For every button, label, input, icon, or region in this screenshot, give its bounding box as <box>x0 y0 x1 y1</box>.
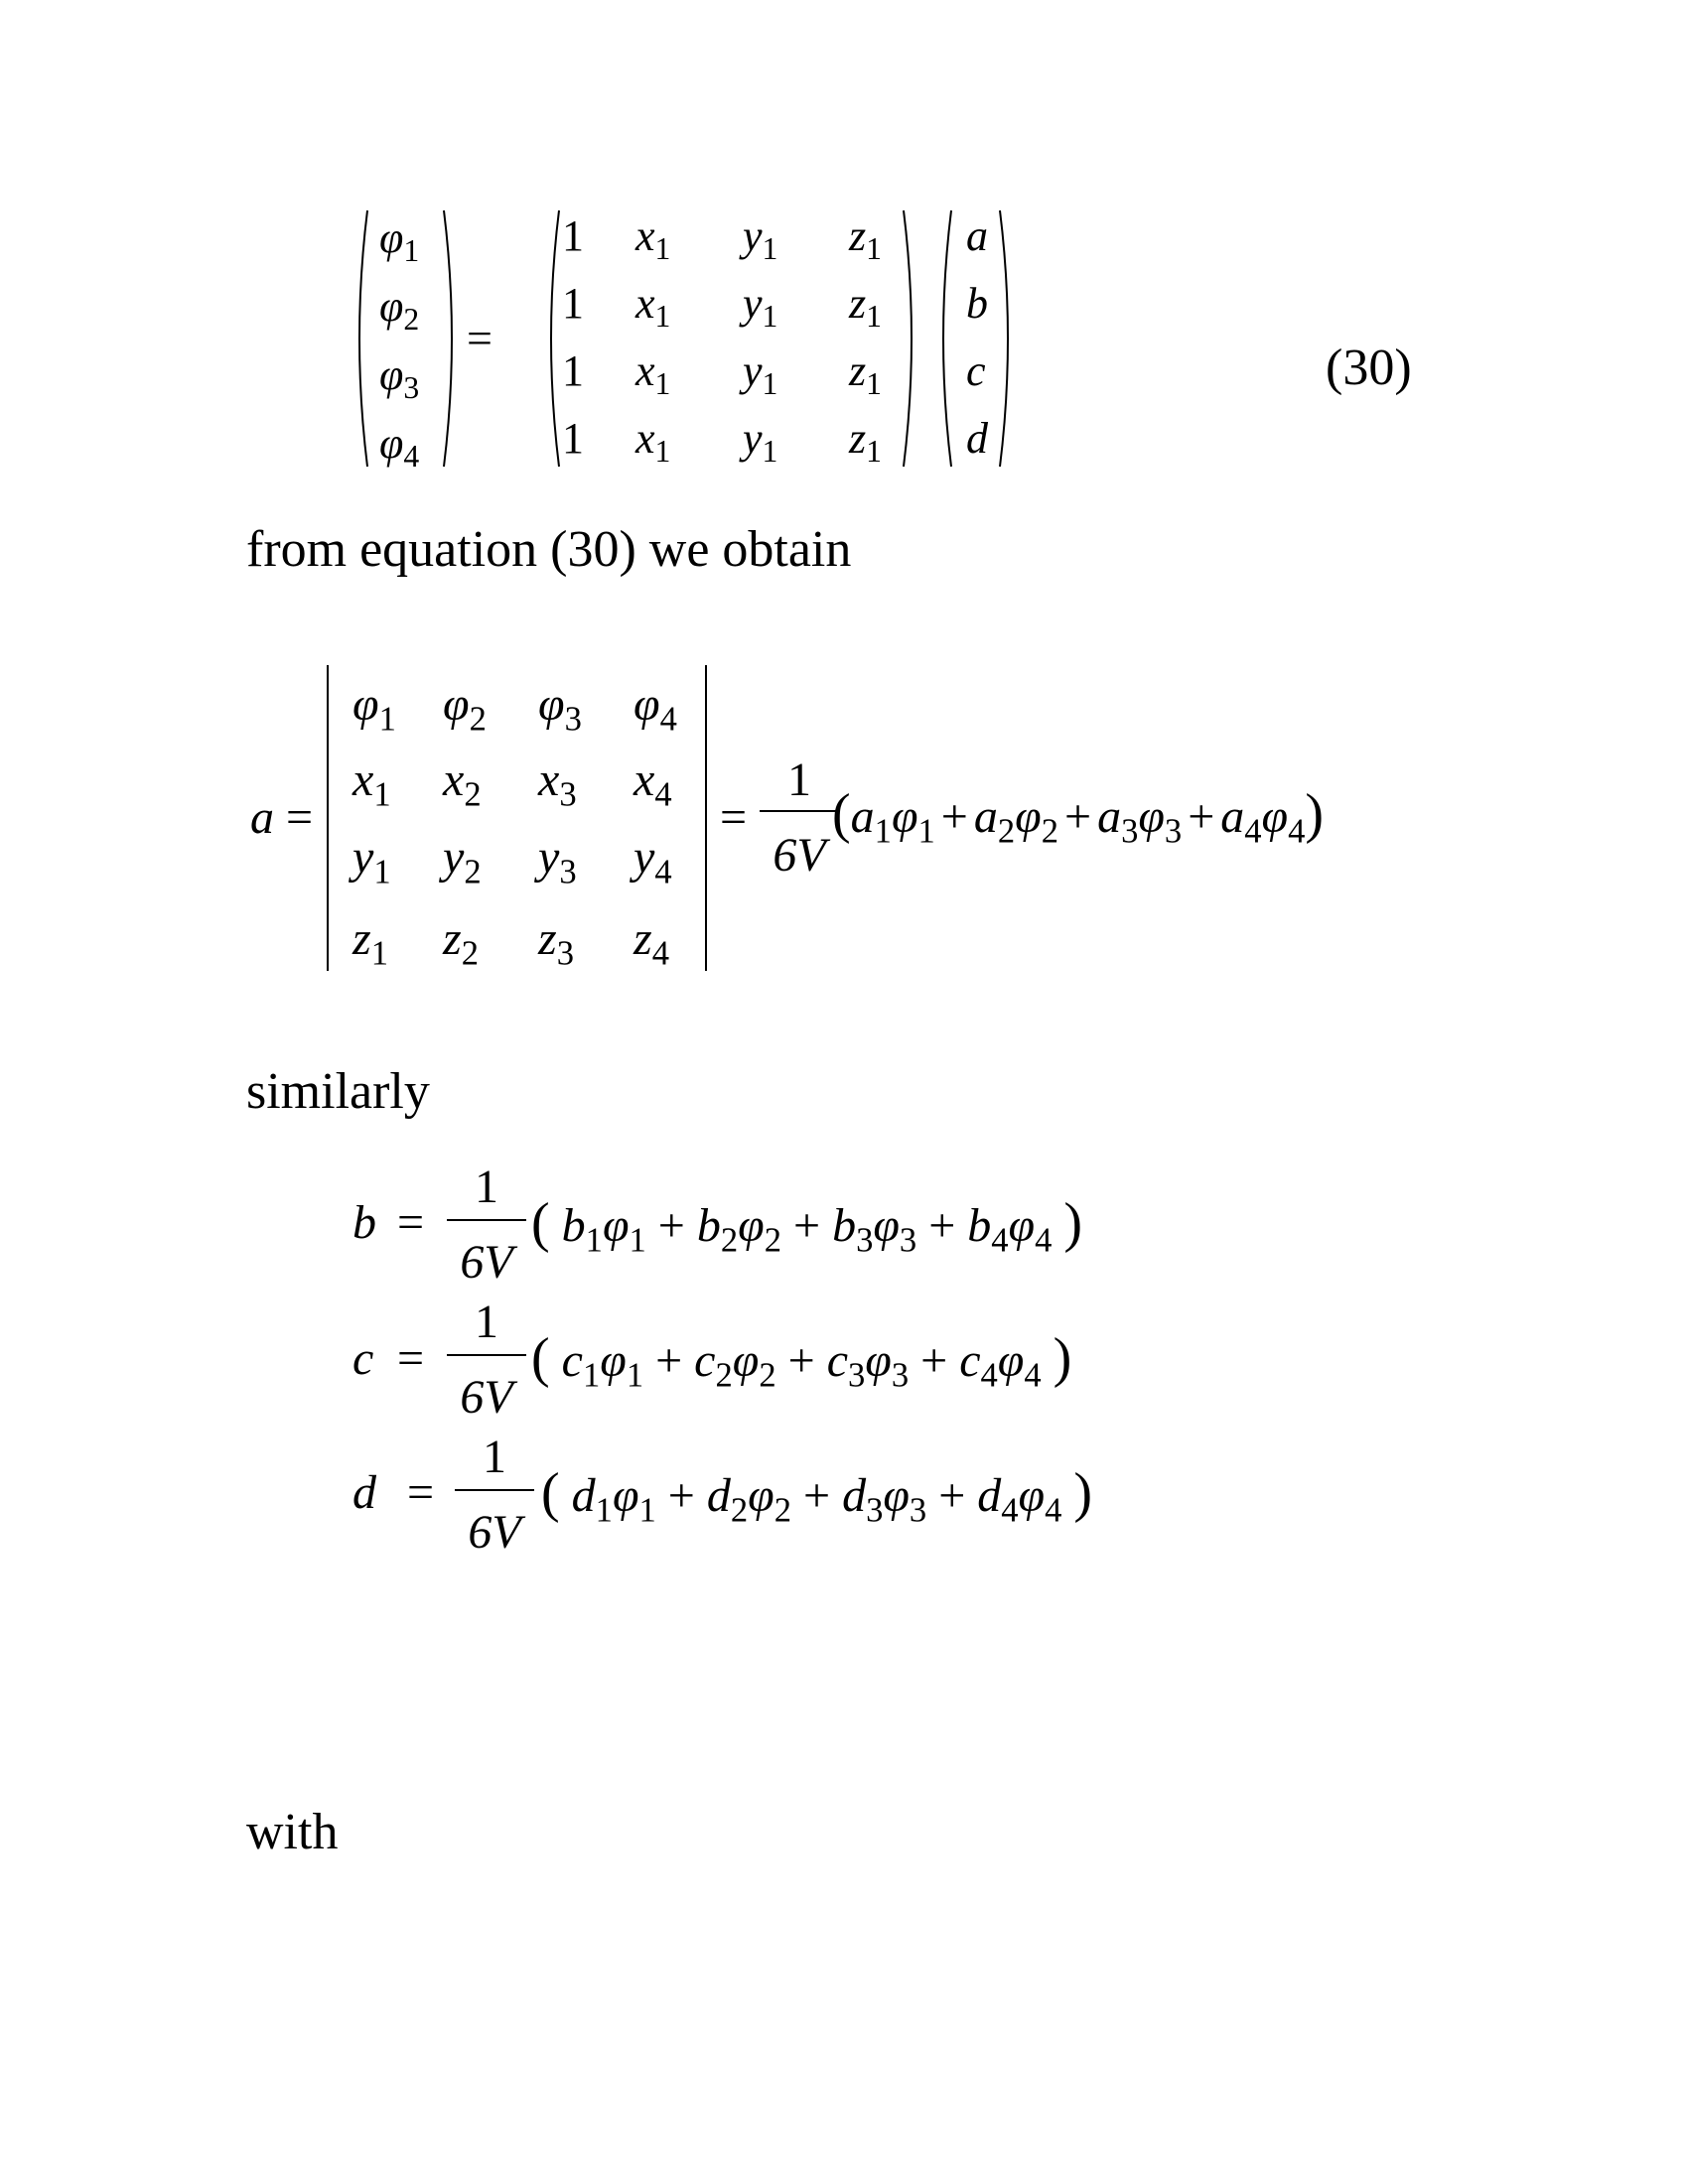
matrix-r3-c1: 1 <box>562 346 584 395</box>
matrix-r2-c1: 1 <box>562 279 584 328</box>
det-r2-c1: $x_1$ <box>352 753 391 814</box>
text-with: with <box>246 1804 339 1860</box>
a-term-1: $a_1\varphi_1$ <box>850 790 935 851</box>
b-lhs: b <box>352 1196 376 1249</box>
a-equals-2: = <box>720 791 748 844</box>
lhs-vector-paren-left <box>350 208 369 469</box>
det-r1-c4: $\varphi_4$ <box>633 678 677 739</box>
matrix-r3-c4: $z_1$ <box>849 346 882 401</box>
det-r1-c2: $\varphi_2$ <box>443 678 487 739</box>
d-fraction-numerator: 1 <box>483 1431 506 1483</box>
plus-sign: + <box>938 1469 966 1522</box>
d-equals: = <box>407 1466 435 1519</box>
vector-entry-b: b <box>966 279 988 328</box>
a-sum <box>832 783 1325 851</box>
a-lhs: a <box>250 791 274 844</box>
a-fraction-denominator: 6V <box>773 829 826 882</box>
matrix-r3-c2: $x_1$ <box>635 346 671 401</box>
c-paren-close: ) <box>1053 1327 1072 1389</box>
b-term-1: $b_1\varphi_1$ <box>561 1199 646 1260</box>
a-equals-1: = <box>286 791 314 844</box>
c-lhs: c <box>352 1332 374 1385</box>
a-fraction-numerator: 1 <box>787 753 811 806</box>
plus-sign: + <box>655 1334 683 1387</box>
vector-entry-c: c <box>966 346 986 395</box>
det-r1-c3: $\varphi_3$ <box>538 678 582 739</box>
det-r4-c4: $z_4$ <box>633 912 669 973</box>
d-sum <box>541 1462 1093 1530</box>
c-term-2: $c_2\varphi_2$ <box>694 1334 776 1395</box>
d-term-2: $d_2\varphi_2$ <box>706 1469 791 1530</box>
text-similarly: similarly <box>246 1063 430 1120</box>
c-term-4: $c_4\varphi_4$ <box>959 1334 1042 1395</box>
plus-sign: + <box>1063 790 1092 843</box>
b-fraction-numerator: 1 <box>475 1160 498 1213</box>
d-paren-close: ) <box>1073 1462 1093 1524</box>
lhs-entry-2: $\varphi_2$ <box>379 282 420 337</box>
vector-paren-right <box>998 208 1018 469</box>
plus-sign: + <box>792 1199 821 1252</box>
det-r1-c1: $\varphi_1$ <box>352 678 396 739</box>
a-term-4: $a_4\varphi_4$ <box>1220 790 1306 851</box>
matrix-paren-left <box>541 208 561 469</box>
lhs-entry-1: $\varphi_1$ <box>379 213 420 268</box>
plus-sign: + <box>928 1199 956 1252</box>
a-sum-paren-close: ) <box>1305 783 1325 845</box>
det-r3-c1: $y_1$ <box>352 831 391 891</box>
c-term-3: $c_3\varphi_3$ <box>826 1334 910 1395</box>
matrix-r4-c1: 1 <box>562 414 584 463</box>
b-equals: = <box>397 1196 425 1249</box>
det-r2-c4: $x_4$ <box>633 753 672 814</box>
matrix-r2-c3: $y_1$ <box>743 279 778 334</box>
matrix-r4-c4: $z_1$ <box>849 414 882 469</box>
determinant-bar-right <box>705 665 707 971</box>
b-sum <box>531 1192 1083 1260</box>
b-fraction-bar <box>447 1219 526 1221</box>
plus-sign: + <box>920 1334 948 1387</box>
lhs-entry-3: $\varphi_3$ <box>379 350 420 405</box>
c-equals: = <box>397 1332 425 1385</box>
det-r2-c3: $x_3$ <box>538 753 577 814</box>
matrix-r2-c4: $z_1$ <box>849 279 882 334</box>
d-lhs: d <box>352 1466 376 1519</box>
a-sum-paren-open: ( <box>832 783 851 845</box>
plus-sign: + <box>667 1469 695 1522</box>
c-fraction-denominator: 6V <box>460 1371 513 1424</box>
matrix-r1-c2: $x_1$ <box>635 211 671 266</box>
c-fraction-numerator: 1 <box>475 1296 498 1348</box>
plus-sign: + <box>802 1469 831 1522</box>
b-term-2: $b_2\varphi_2$ <box>696 1199 781 1260</box>
a-term-2: $a_2\varphi_2$ <box>973 790 1058 851</box>
vector-paren-left <box>933 208 953 469</box>
equals-sign: = <box>467 313 492 363</box>
det-r4-c2: $z_2$ <box>443 912 479 973</box>
c-fraction-bar <box>447 1354 526 1356</box>
det-r4-c3: $z_3$ <box>538 912 574 973</box>
det-r3-c3: $y_3$ <box>538 831 577 891</box>
plus-sign: + <box>787 1334 815 1387</box>
matrix-paren-right <box>902 208 921 469</box>
d-term-1: $d_1\varphi_1$ <box>571 1469 656 1530</box>
d-term-3: $d_3\varphi_3$ <box>842 1469 927 1530</box>
d-paren-open: ( <box>541 1462 560 1524</box>
vector-entry-a: a <box>966 211 988 260</box>
matrix-r4-c2: $x_1$ <box>635 414 671 469</box>
b-paren-open: ( <box>531 1192 550 1254</box>
matrix-r3-c3: $y_1$ <box>743 346 778 401</box>
plus-sign: + <box>1188 790 1215 843</box>
c-sum <box>531 1327 1072 1395</box>
b-term-3: $b_3\varphi_3$ <box>832 1199 917 1260</box>
b-term-4: $b_4\varphi_4$ <box>967 1199 1053 1260</box>
d-term-4: $d_4\varphi_4$ <box>977 1469 1062 1530</box>
a-fraction-bar <box>760 810 839 812</box>
lhs-vector-paren-right <box>442 208 462 469</box>
determinant-bar-left <box>327 665 329 971</box>
d-fraction-bar <box>455 1489 534 1491</box>
matrix-r1-c4: $z_1$ <box>849 211 882 266</box>
b-fraction-denominator: 6V <box>460 1236 513 1289</box>
text-from-equation: from equation (30) we obtain <box>246 521 852 578</box>
matrix-r2-c2: $x_1$ <box>635 279 671 334</box>
vector-entry-d: d <box>966 414 988 463</box>
equation-number: (30) <box>1326 340 1412 396</box>
c-term-1: $c_1\varphi_1$ <box>561 1334 644 1395</box>
b-paren-close: ) <box>1063 1192 1083 1254</box>
matrix-r4-c3: $y_1$ <box>743 414 778 469</box>
matrix-r1-c1: 1 <box>562 211 584 260</box>
d-fraction-denominator: 6V <box>468 1506 521 1559</box>
c-paren-open: ( <box>531 1327 550 1389</box>
det-r2-c2: $x_2$ <box>443 753 482 814</box>
det-r3-c2: $y_2$ <box>443 831 482 891</box>
a-term-3: $a_3\varphi_3$ <box>1097 790 1183 851</box>
lhs-entry-4: $\varphi_4$ <box>379 419 420 474</box>
det-r4-c1: $z_1$ <box>352 912 388 973</box>
matrix-r1-c3: $y_1$ <box>743 211 778 266</box>
det-r3-c4: $y_4$ <box>633 831 672 891</box>
plus-sign: + <box>657 1199 685 1252</box>
plus-sign: + <box>940 790 968 843</box>
